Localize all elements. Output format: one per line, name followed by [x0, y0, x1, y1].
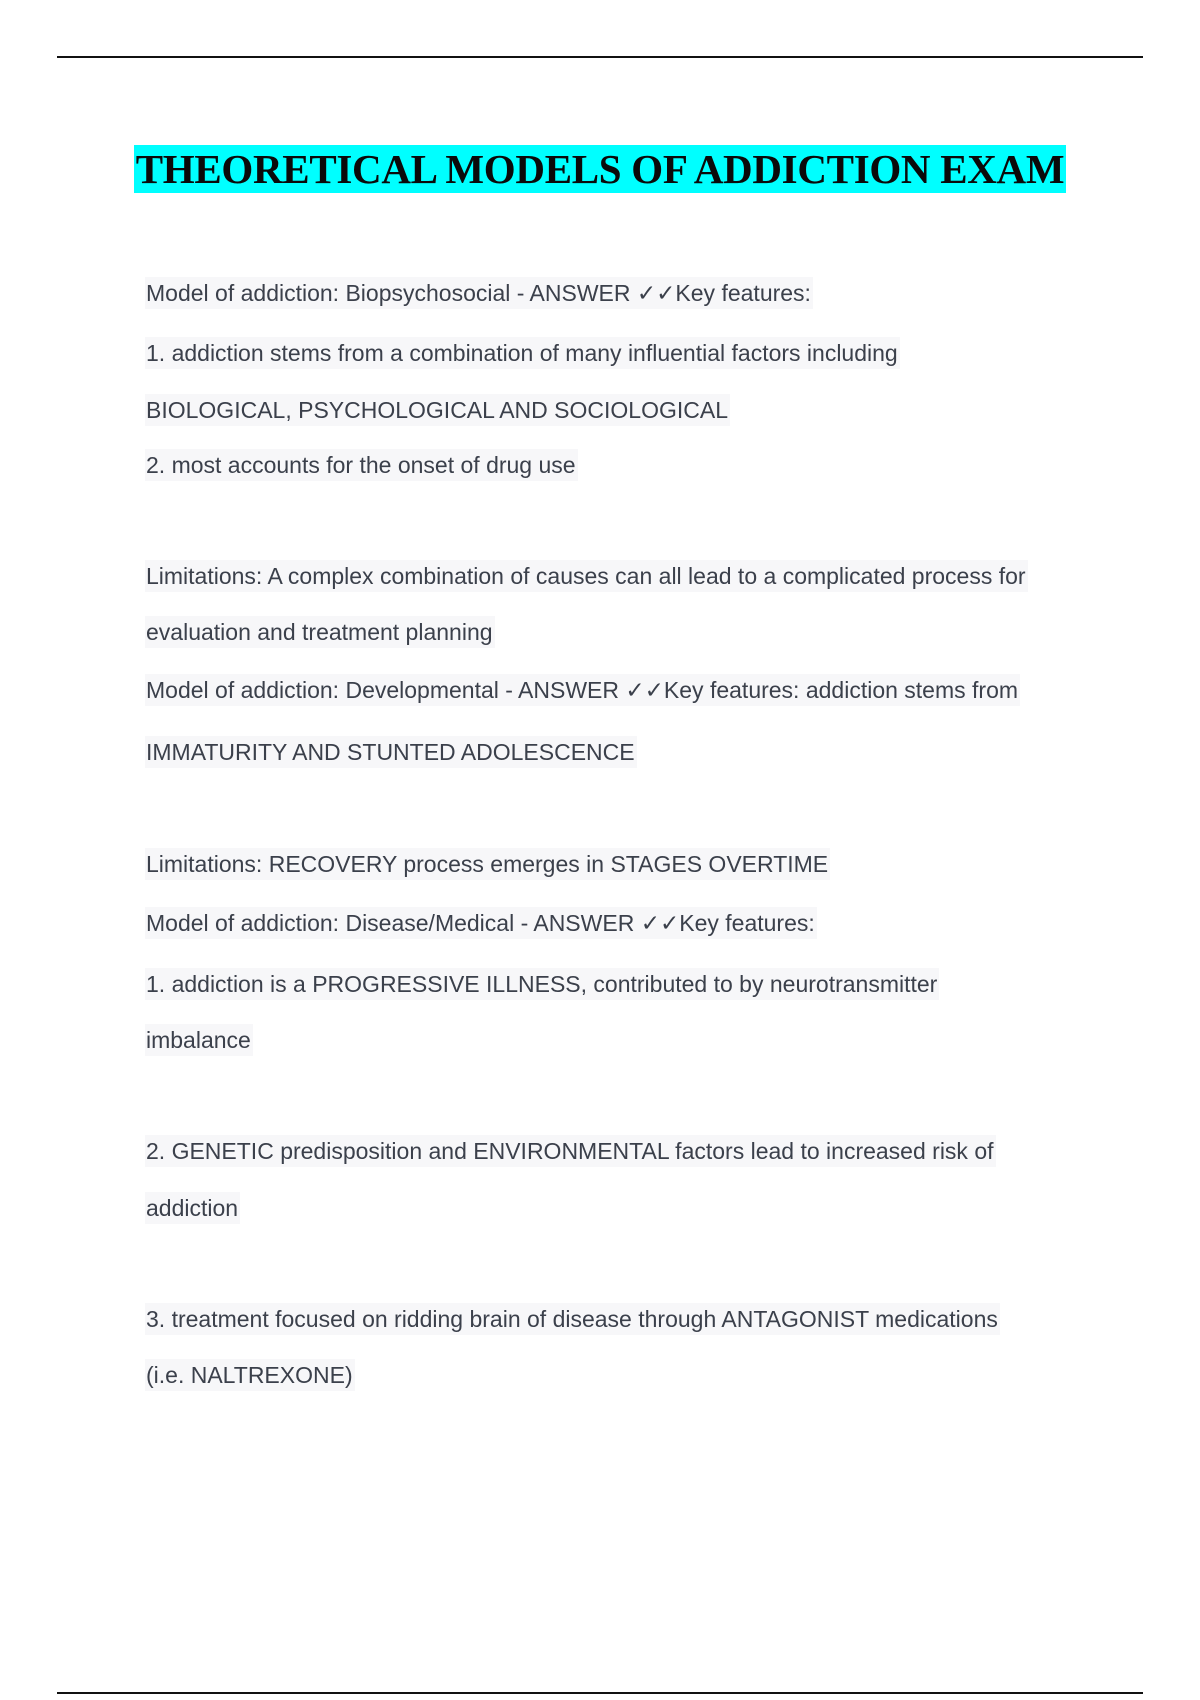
disease-medical-feature-2: 2. GENETIC predisposition and ENVIRONMENTAL factors lead to increased risk of: [145, 1135, 996, 1167]
biopsychosocial-heading: Model of addiction: Biopsychosocial - ANSWER ✓✓Key features:: [145, 277, 813, 309]
developmental-heading: Model of addiction: Developmental - ANSWER ✓✓Key features: addiction stems from: [145, 674, 1020, 706]
disease-medical-heading: Model of addiction: Disease/Medical - ANSWER ✓✓Key features:: [145, 907, 817, 939]
bottom-divider: [57, 1692, 1143, 1694]
disease-medical-feature-1-cont: imbalance: [145, 1024, 253, 1056]
biopsychosocial-feature-2: 2. most accounts for the onset of drug use: [145, 449, 578, 481]
disease-medical-feature-1: 1. addiction is a PROGRESSIVE ILLNESS, contributed to by neurotransmitter: [145, 968, 939, 1000]
top-divider: [57, 56, 1143, 58]
biopsychosocial-feature-1-cont: BIOLOGICAL, PSYCHOLOGICAL AND SOCIOLOGICAL: [145, 394, 730, 426]
biopsychosocial-feature-1: 1. addiction stems from a combination of many influential factors including: [145, 337, 900, 369]
disease-medical-feature-3-cont: (i.e. NALTREXONE): [145, 1359, 355, 1391]
title-container: [0, 145, 1200, 193]
disease-medical-feature-3: 3. treatment focused on ridding brain of disease through ANTAGONIST medications: [145, 1303, 1000, 1335]
biopsychosocial-limitations-cont: evaluation and treatment planning: [145, 616, 495, 648]
developmental-heading-cont: IMMATURITY AND STUNTED ADOLESCENCE: [145, 736, 637, 768]
document-title: THEORETICAL MODELS OF ADDICTION EXAM: [135, 146, 1065, 192]
developmental-limitations: Limitations: RECOVERY process emerges in STAGES OVERTIME: [145, 848, 830, 880]
disease-medical-feature-2-cont: addiction: [145, 1192, 240, 1224]
biopsychosocial-limitations: Limitations: A complex combination of causes can all lead to a complicated process for: [145, 560, 1028, 592]
